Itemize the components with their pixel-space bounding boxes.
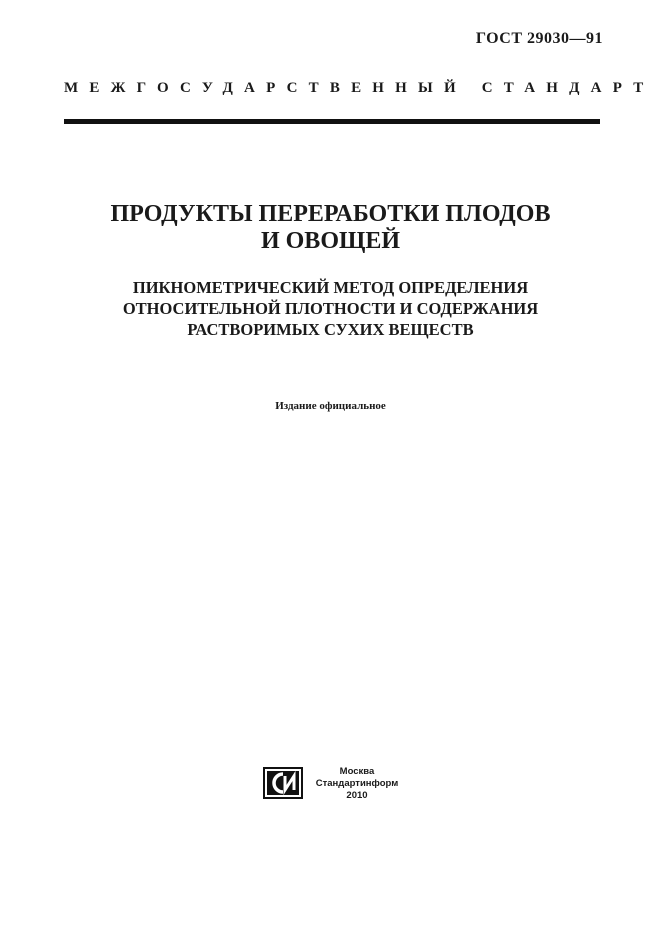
publisher-block bbox=[307, 766, 407, 802]
standartinform-logo-icon bbox=[263, 767, 303, 799]
subtitle-line-3: РАСТВОРИМЫХ СУХИХ ВЕЩЕСТВ bbox=[187, 320, 474, 339]
gost-number: ГОСТ 29030—91 bbox=[475, 30, 603, 47]
header-rule bbox=[64, 119, 600, 124]
title-line-2: И ОВОЩЕЙ bbox=[260, 228, 401, 254]
subtitle-line-2: ОТНОСИТЕЛЬНОЙ ПЛОТНОСТИ И СОДЕРЖАНИЯ bbox=[122, 299, 539, 318]
interstate-standard-heading: МЕЖГОСУДАРСТВЕННЫЙ СТАНДАРТ bbox=[64, 80, 655, 96]
publisher-name: Стандартинформ bbox=[315, 778, 399, 789]
publisher-city: Москва bbox=[339, 766, 375, 777]
subtitle-line-1: ПИКНОМЕТРИЧЕСКИЙ МЕТОД ОПРЕДЕЛЕНИЯ bbox=[132, 278, 529, 297]
publisher-year: 2010 bbox=[346, 790, 368, 801]
edition-note: Издание официальное bbox=[275, 400, 386, 412]
title-line-1: ПРОДУКТЫ ПЕРЕРАБОТКИ ПЛОДОВ bbox=[110, 201, 551, 227]
